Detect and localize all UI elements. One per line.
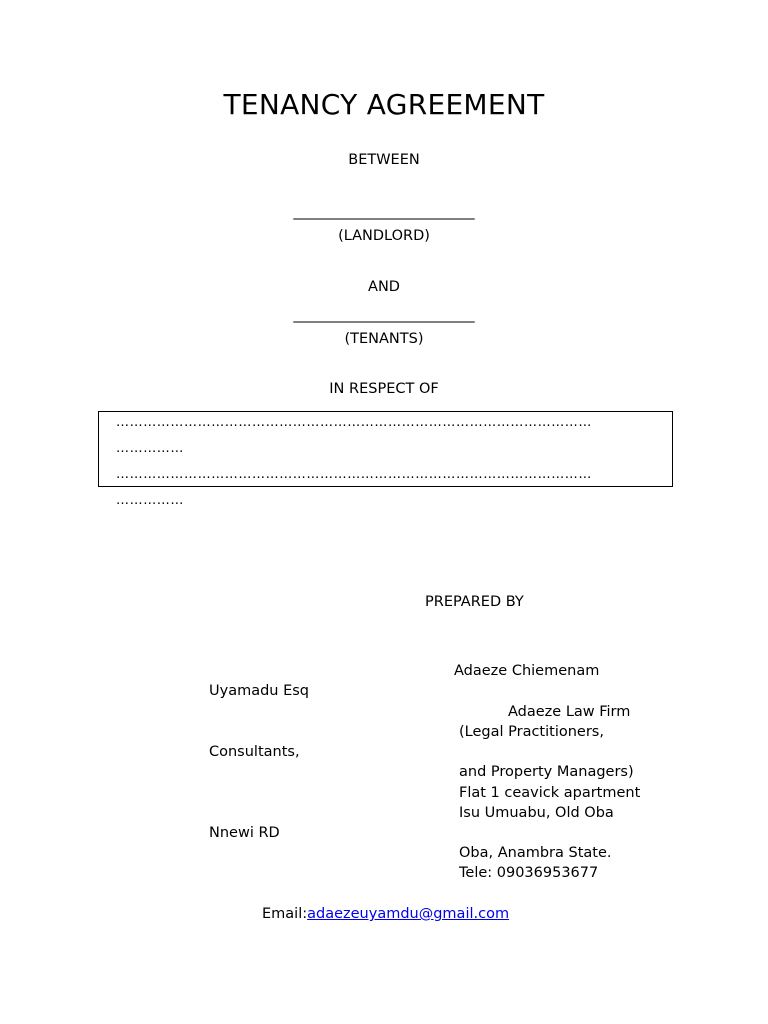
firm-description-continued: Consultants, bbox=[209, 744, 300, 760]
property-dotted-line: …………… bbox=[116, 493, 184, 508]
landlord-label: (LANDLORD) bbox=[338, 228, 430, 244]
property-dotted-line: …………………………………………………………………………………………… bbox=[116, 467, 592, 482]
document-title: TENANCY AGREEMENT bbox=[223, 88, 545, 121]
firm-description: (Legal Practitioners, bbox=[459, 724, 604, 740]
between-label: BETWEEN bbox=[348, 152, 420, 168]
and-label: AND bbox=[368, 279, 400, 295]
firm-name: Adaeze Law Firm bbox=[508, 704, 631, 720]
preparer-name-continued: Uyamadu Esq bbox=[209, 683, 310, 699]
in-respect-of-label: IN RESPECT OF bbox=[329, 381, 439, 397]
landlord-name-blank: _________________________ bbox=[293, 204, 475, 220]
telephone: Tele: 09036953677 bbox=[459, 865, 599, 881]
preparer-name: Adaeze Chiemenam bbox=[454, 663, 600, 679]
prepared-by-heading: PREPARED BY bbox=[425, 594, 524, 610]
address-line: Isu Umuabu, Old Oba bbox=[459, 805, 614, 821]
tenant-label: (TENANTS) bbox=[344, 331, 424, 347]
address-line-continued: Nnewi RD bbox=[209, 825, 280, 841]
email-link[interactable]: adaezeuyamdu@gmail.com bbox=[307, 906, 510, 922]
address-state: Oba, Anambra State. bbox=[459, 845, 612, 861]
property-dotted-line: …………… bbox=[116, 441, 184, 456]
address-line: Flat 1 ceavick apartment bbox=[459, 785, 641, 801]
tenant-name-blank: _________________________ bbox=[293, 307, 475, 323]
firm-description-end: and Property Managers) bbox=[459, 764, 634, 780]
email-line bbox=[262, 906, 509, 922]
property-dotted-line: …………………………………………………………………………………………… bbox=[116, 415, 592, 430]
email-label: Email: bbox=[262, 906, 308, 922]
